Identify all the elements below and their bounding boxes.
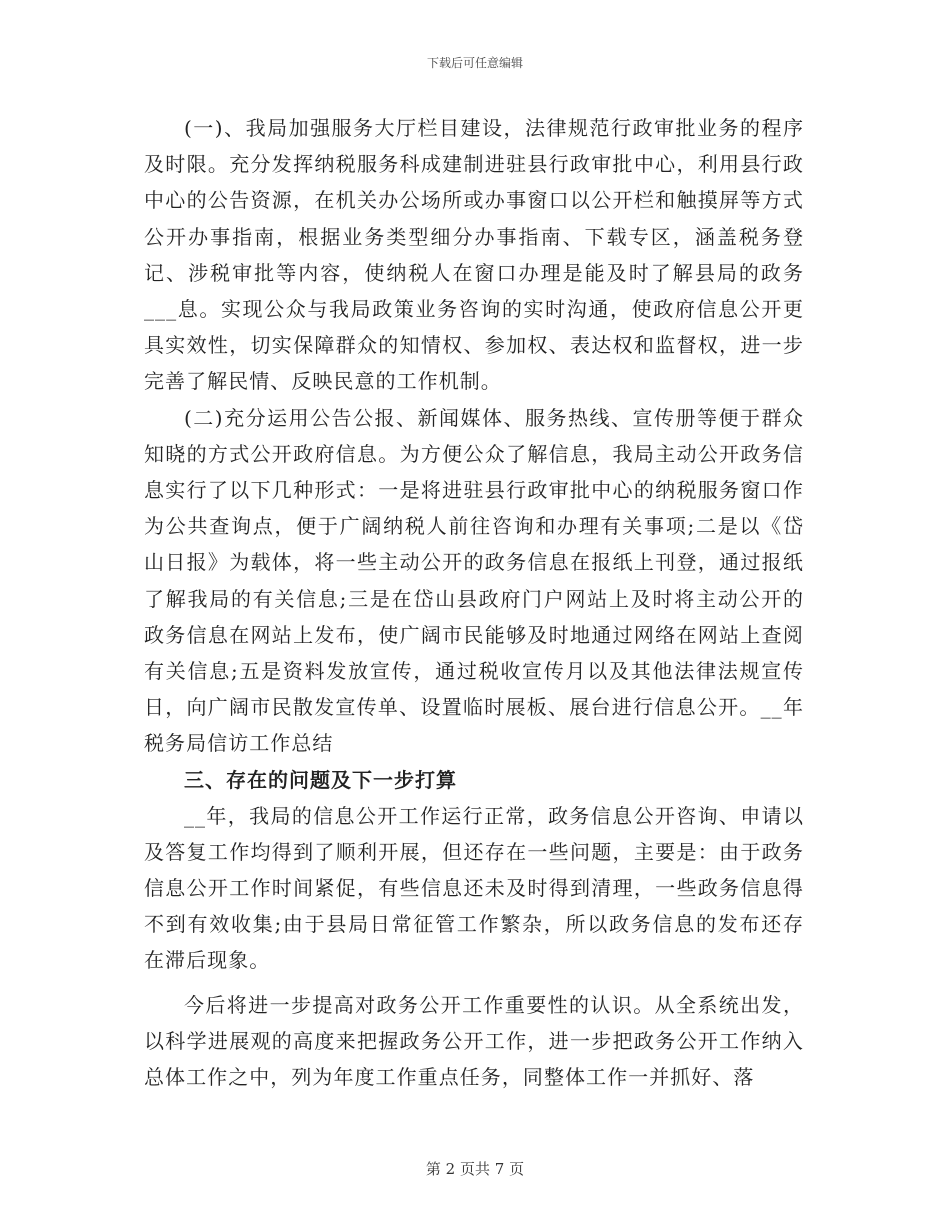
section-heading: 三、存在的问题及下一步打算 xyxy=(184,767,457,792)
document-body xyxy=(144,110,804,1095)
paragraph-2: (二)充分运用公告公报、新闻媒体、服务热线、宣传册等便于群众知晓的方式公开政府信息。为方便公众了解信息，我局主动公开政务信息实行了以下几种形式：一是将进驻县行政审批中心的纳税服务窗口作为公共查询点，便于广阔纳税人前往咨询和办理有关事项;二是以《岱山日报》为载体，将一些主动公开的政务信息在报纸上刊登，通过报纸了解我局的有关信息;三是在岱山县政府门户网站上及时将主动公开的政务信息在网站上发布，使广阔市民能够及时地通过网络在网站上查阅有关信息;五是资料发放宣传，通过税收宣传月以及其他法律法规宣传日，向广阔市民散发宣传单、设置临时展板、展台进行信息公开。__年税务局信访工作总结 xyxy=(144,405,804,756)
paragraph-4: 今后将进一步提高对政务公开工作重要性的认识。从全系统出发，以科学进展观的高度来把握政务公开工作，进一步把政务公开工作纳入总体工作之中，列为年度工作重点任务，同整体工作一并抓好、落 xyxy=(144,992,804,1090)
page-header: 下载后可任意编辑 xyxy=(426,56,523,70)
page-footer: 第 2 页共 7 页 xyxy=(425,1160,525,1178)
paragraph-3: __年，我局的信息公开工作运行正常，政务信息公开咨询、申请以及答复工作均得到了顺利开展，但还存在一些问题，主要是：由于政务信息公开工作时间紧促，有些信息还未及时得到清理，一些政务信息得不到有效收集;由于县局日常征管工作繁杂，所以政务信息的发布还存在滞后现象。 xyxy=(144,803,804,973)
paragraph-1: (一)、我局加强服务大厅栏目建设，法律规范行政审批业务的程序及时限。充分发挥纳税服务科成建制进驻县行政审批中心，利用县行政中心的公告资源，在机关办公场所或办事窗口以公开栏和触摸屏等方式公开办事指南，根据业务类型细分办事指南、下载专区，涵盖税务登记、涉税审批等内容，使纳税人在窗口办理是能及时了解县局的政务___息。实现公众与我局政策业务咨询的实时沟通，使政府信息公开更具实效性，切实保障群众的知情权、参加权、表达权和监督权，进一步完善了解民情、反映民意的工作机制。 xyxy=(144,116,804,394)
